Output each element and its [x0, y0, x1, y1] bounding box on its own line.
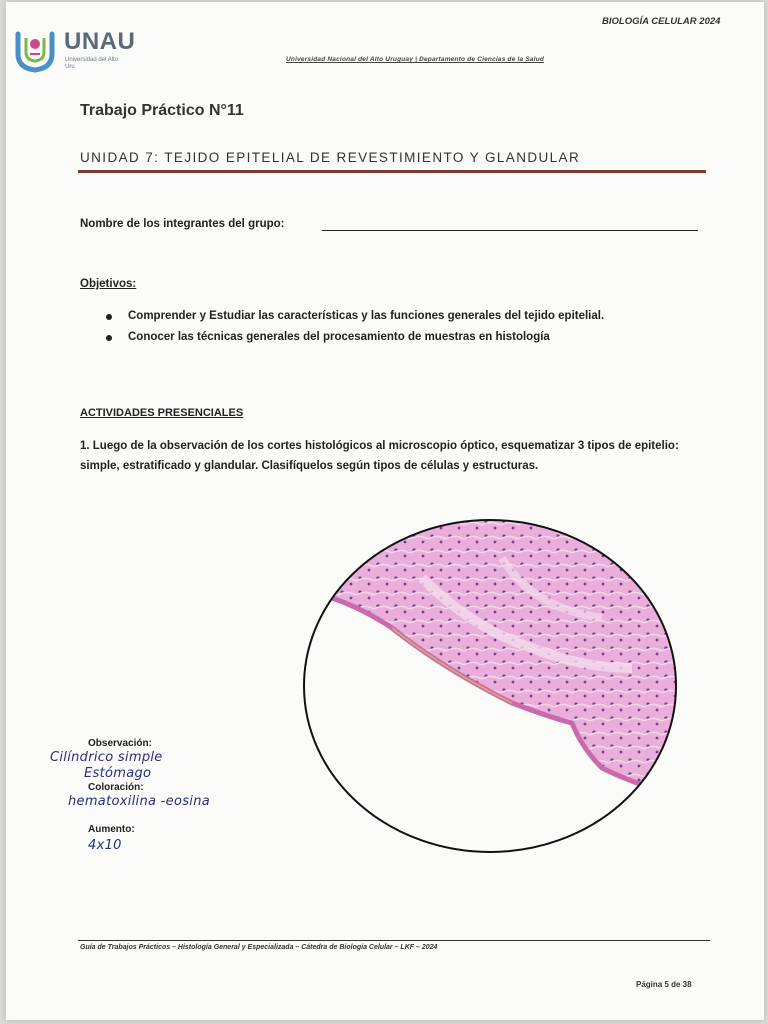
- activities-heading: ACTIVIDADES PRESENCIALES: [80, 407, 244, 419]
- objective-item: Conocer las técnicas generales del procesamiento de muestras en histología: [102, 327, 604, 348]
- logo-subtext: Universidad del Alto Uru: [65, 57, 119, 70]
- footer-divider: [78, 940, 710, 941]
- activity-instruction: 1. Luego de la observación de los cortes histológicos al microscopio óptico, esquematizar 3 tipos de epitelio: simple, estratificado y glandular. Clasifíquelos según tipos de células y estructuras.: [80, 440, 679, 472]
- objectives-list: [102, 306, 604, 348]
- group-names-label: Nombre de los integrantes del grupo:: [80, 218, 285, 230]
- course-header: BIOLOGÍA CELULAR 2024: [602, 16, 721, 27]
- micrograph-circle: [302, 518, 682, 858]
- magnification-label: Aumento:: [88, 824, 135, 835]
- objective-item: Comprender y Estudiar las características y las funciones generales del tejido epitelial.: [102, 306, 604, 327]
- page-number: Página 5 de 38: [636, 980, 692, 989]
- document-page: [6, 2, 764, 1020]
- footer-text: Guía de Trabajos Prácticos – Histología General y Especializada – Cátedra de Biología Celular – LKF – 2024: [80, 944, 438, 951]
- coloration-value: hematoxilina -eosina: [68, 794, 211, 809]
- unit-title: UNIDAD 7: TEJIDO EPITELIAL DE REVESTIMIENTO Y GLANDULAR: [80, 150, 581, 165]
- coloration-label: Coloración:: [88, 782, 144, 793]
- university-logo: [12, 28, 152, 78]
- observation-value: Cilíndrico simple: [50, 750, 163, 765]
- institution-line: Universidad Nacional del Alto Uruguay | Departamento de Ciencias de la Salud: [286, 56, 545, 63]
- objectives-heading: Objetivos:: [80, 278, 137, 290]
- unau-emblem-icon: [12, 28, 58, 74]
- page-title: Trabajo Práctico N°11: [80, 102, 244, 119]
- observation-label: Observación:: [88, 738, 152, 749]
- group-names-line[interactable]: [322, 230, 698, 231]
- magnification-value: 4x10: [88, 838, 122, 853]
- logo-text: UNAU: [64, 28, 136, 55]
- observation-organ: Estómago: [84, 766, 152, 781]
- unit-divider: [78, 170, 706, 173]
